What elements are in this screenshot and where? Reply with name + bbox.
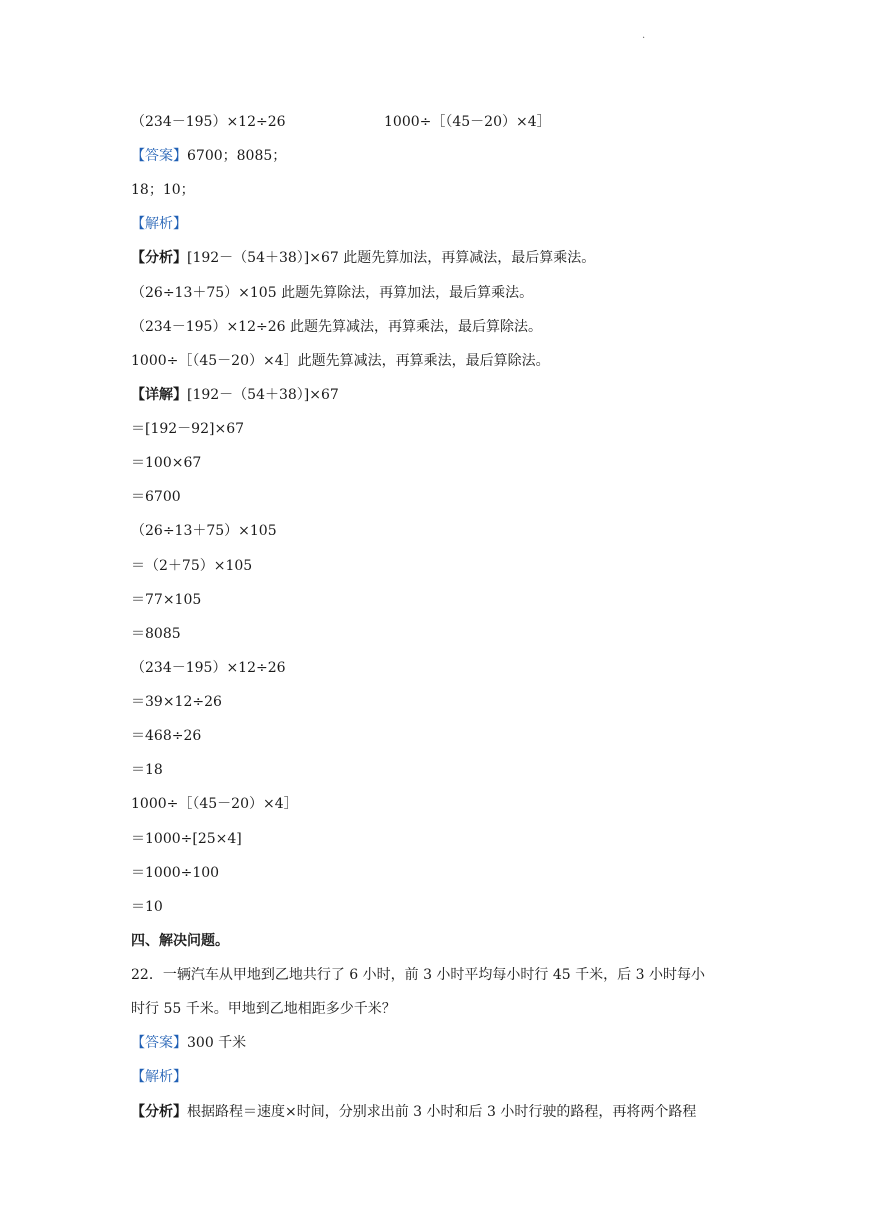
question-line-2: 时行 55 千米。甲地到乙地相距多少千米？: [131, 1001, 396, 1017]
analysis-line-4: 1000÷［（45－20）×4］此题先算减法，再算乘法，最后算除法。: [131, 353, 550, 369]
detail-line-15: ＝1000÷100: [131, 865, 220, 881]
analysis-2-line-1: [131, 1102, 696, 1122]
detail-line-6: ＝（2＋75）×105: [131, 558, 253, 574]
detail-line-16: ＝10: [131, 899, 163, 915]
answer-2-value: 300 千米: [187, 1035, 247, 1051]
detail-line-5: （26÷13＋75）×105: [131, 523, 277, 539]
analysis-line-2: （26÷13＋75）×105 此题先算除法，再算加法，最后算乘法。: [131, 285, 534, 301]
section-heading: 四、解决问题。: [131, 933, 229, 949]
analysis-2-label: 【分析】: [131, 1104, 187, 1120]
header-mark: .: [642, 30, 646, 41]
detail-line-14: ＝1000÷[25×4]: [131, 831, 242, 847]
answer-1-line-1: 6700；8085；: [187, 148, 287, 164]
analysis-2-text: 根据路程＝速度×时间，分别求出前 3 小时和后 3 小时行驶的路程，再将两个路程: [187, 1104, 697, 1120]
analysis-tag: 【解析】: [131, 216, 187, 232]
detail-line-2: ＝[192－92]×67: [131, 421, 245, 437]
analysis-label: 【分析】: [131, 250, 187, 266]
answer-2: [131, 1033, 246, 1053]
detail-line-12: ＝18: [131, 762, 163, 778]
detail-line-4: ＝6700: [131, 489, 181, 505]
detail-line-9: （234－195）×12÷26: [131, 660, 286, 676]
detail-line-8: ＝8085: [131, 626, 181, 642]
detail-line-1: [131, 385, 339, 405]
question-line-1: 22．一辆汽车从甲地到乙地共行了 6 小时，前 3 小时平均每小时行 45 千米，后 3 小时每小: [131, 967, 705, 983]
answer-2-tag: 【答案】: [131, 1035, 187, 1051]
detail-line-7: ＝77×105: [131, 592, 202, 608]
detail-line-1-text: [192－（54＋38）]×67: [187, 387, 339, 403]
detail-line-11: ＝468÷26: [131, 728, 202, 744]
detail-line-3: ＝100×67: [131, 455, 202, 471]
analysis-line-1: [131, 248, 595, 268]
answer-1: [131, 146, 286, 166]
answer-1-tag: 【答案】: [131, 148, 187, 164]
detail-line-10: ＝39×12÷26: [131, 694, 222, 710]
detail-line-13: 1000÷［（45－20）×4］: [131, 796, 298, 812]
analysis-line-3: （234－195）×12÷26 此题先算减法，再算乘法，最后算除法。: [131, 319, 542, 335]
analysis-2-tag: 【解析】: [131, 1069, 187, 1085]
answer-1-line-2: 18；10；: [131, 182, 195, 198]
expression-row-left: （234－195）×12÷26: [131, 114, 286, 130]
detail-label: 【详解】: [131, 387, 187, 403]
expression-row-right: 1000÷［（45－20）×4］: [384, 114, 551, 130]
analysis-line-1-text: [192－（54＋38）]×67 此题先算加法，再算减法，最后算乘法。: [187, 250, 596, 266]
